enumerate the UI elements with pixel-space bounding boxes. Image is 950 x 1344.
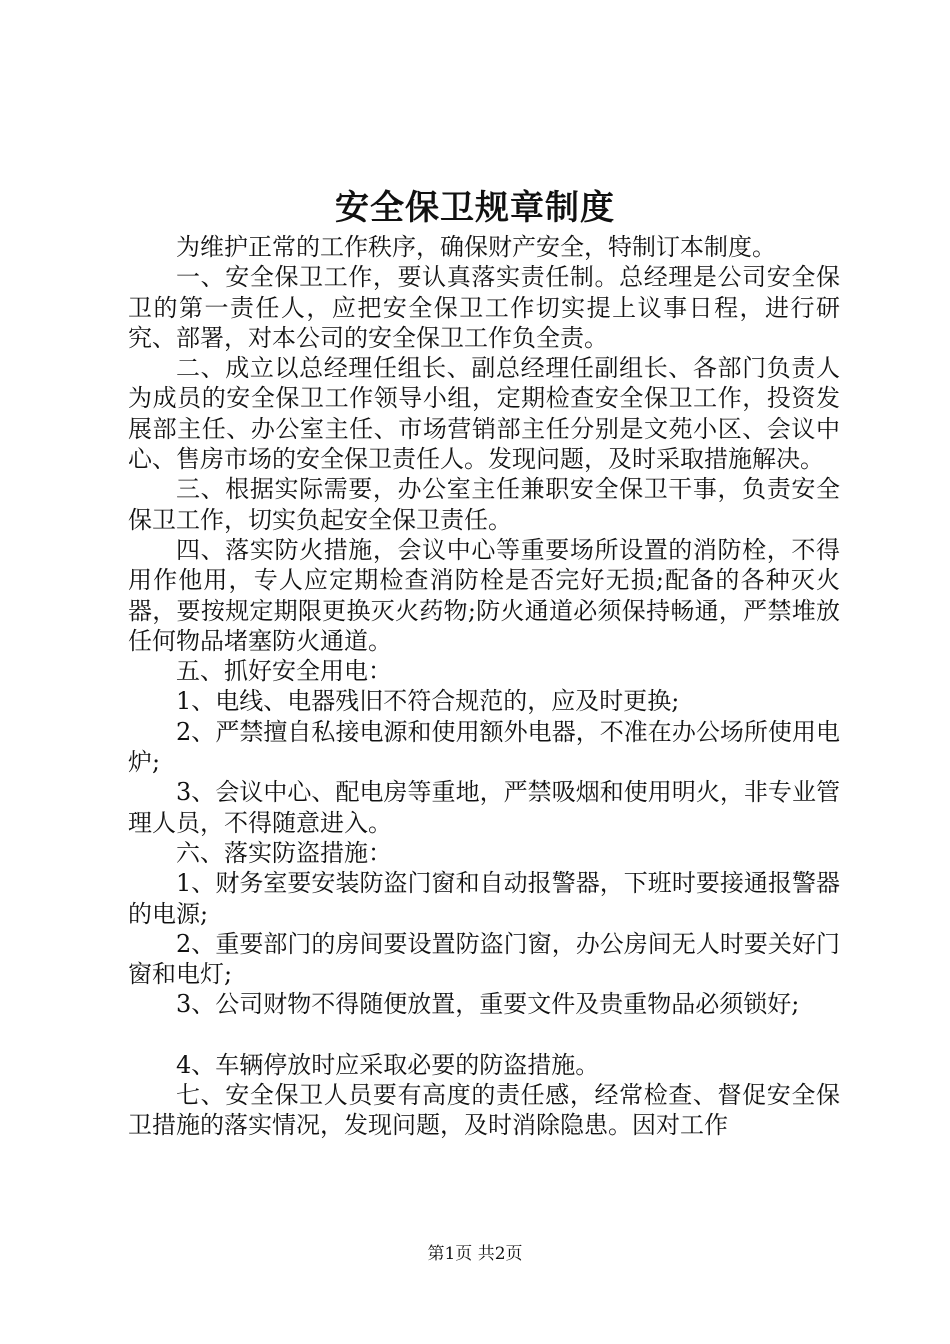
paragraph-item-5-sub-1: 1、电线、电器残旧不符合规范的，应及时更换; bbox=[176, 687, 680, 716]
paragraph-item-5-sub-3: 3、会议中心、配电房等重地，严禁吸烟和使用明火，非专业管理人员，不得随意进入。 bbox=[128, 778, 840, 837]
paragraph-item-4: 四、落实防火措施，会议中心等重要场所设置的消防栓，不得用作他用，专人应定期检查消防栓是否完好无损;配备的各种灭火器，要按规定期限更换灭火药物;防火通道必须保持畅通，严禁堆放任何物品堵塞防火通道。 bbox=[128, 535, 840, 655]
paragraph-item-1: 一、安全保卫工作，要认真落实责任制。总经理是公司安全保卫的第一责任人，应把安全保卫工作切实提上议事日程，进行研究、部署，对本公司的安全保卫工作负全责。 bbox=[128, 263, 840, 352]
paragraph-item-2: 二、成立以总经理任组长、副总经理任副组长、各部门负责人为成员的安全保卫工作领导小组，定期检查安全保卫工作，投资发展部主任、办公室主任、市场营销部主任分别是文苑小区、会议中心、售房市场的安全保卫责任人。发现问题，及时采取措施解决。 bbox=[128, 354, 840, 474]
paragraph-intro: 为维护正常的工作秩序，确保财产安全，特制订本制度。 bbox=[176, 233, 776, 261]
paragraph-item-6-sub-2: 2、重要部门的房间要设置防盗门窗，办公房间无人时要关好门窗和电灯; bbox=[128, 929, 840, 989]
paragraph-item-6-heading: 六、落实防盗措施： bbox=[176, 838, 392, 867]
paragraph-item-7: 七、安全保卫人员要有高度的责任感，经常检查、督促安全保卫措施的落实情况，发现问题，及时消除隐患。因对工作 bbox=[128, 1081, 840, 1140]
paragraph-item-5-sub-2: 2、严禁擅自私接电源和使用额外电器，不准在办公场所使用电炉; bbox=[128, 717, 840, 777]
paragraph-item-6-sub-3: 3、公司财物不得随便放置，重要文件及贵重物品必须锁好; bbox=[176, 990, 800, 1019]
paragraph-item-6-sub-4: 4、车辆停放时应采取必要的防盗措施。 bbox=[176, 1050, 600, 1079]
paragraph-item-3: 三、根据实际需要，办公室主任兼职安全保卫干事，负责安全保卫工作，切实负起安全保卫责任。 bbox=[128, 475, 840, 534]
paragraph-item-5-heading: 五、抓好安全用电： bbox=[176, 657, 392, 686]
document-body bbox=[128, 232, 840, 1141]
document-title: 安全保卫规章制度 bbox=[335, 188, 615, 228]
paragraph-item-6-sub-1: 1、财务室要安装防盗门窗和自动报警器，下班时要接通报警器的电源; bbox=[128, 869, 840, 928]
page-footer: 第1页 共2页 bbox=[427, 1244, 523, 1264]
